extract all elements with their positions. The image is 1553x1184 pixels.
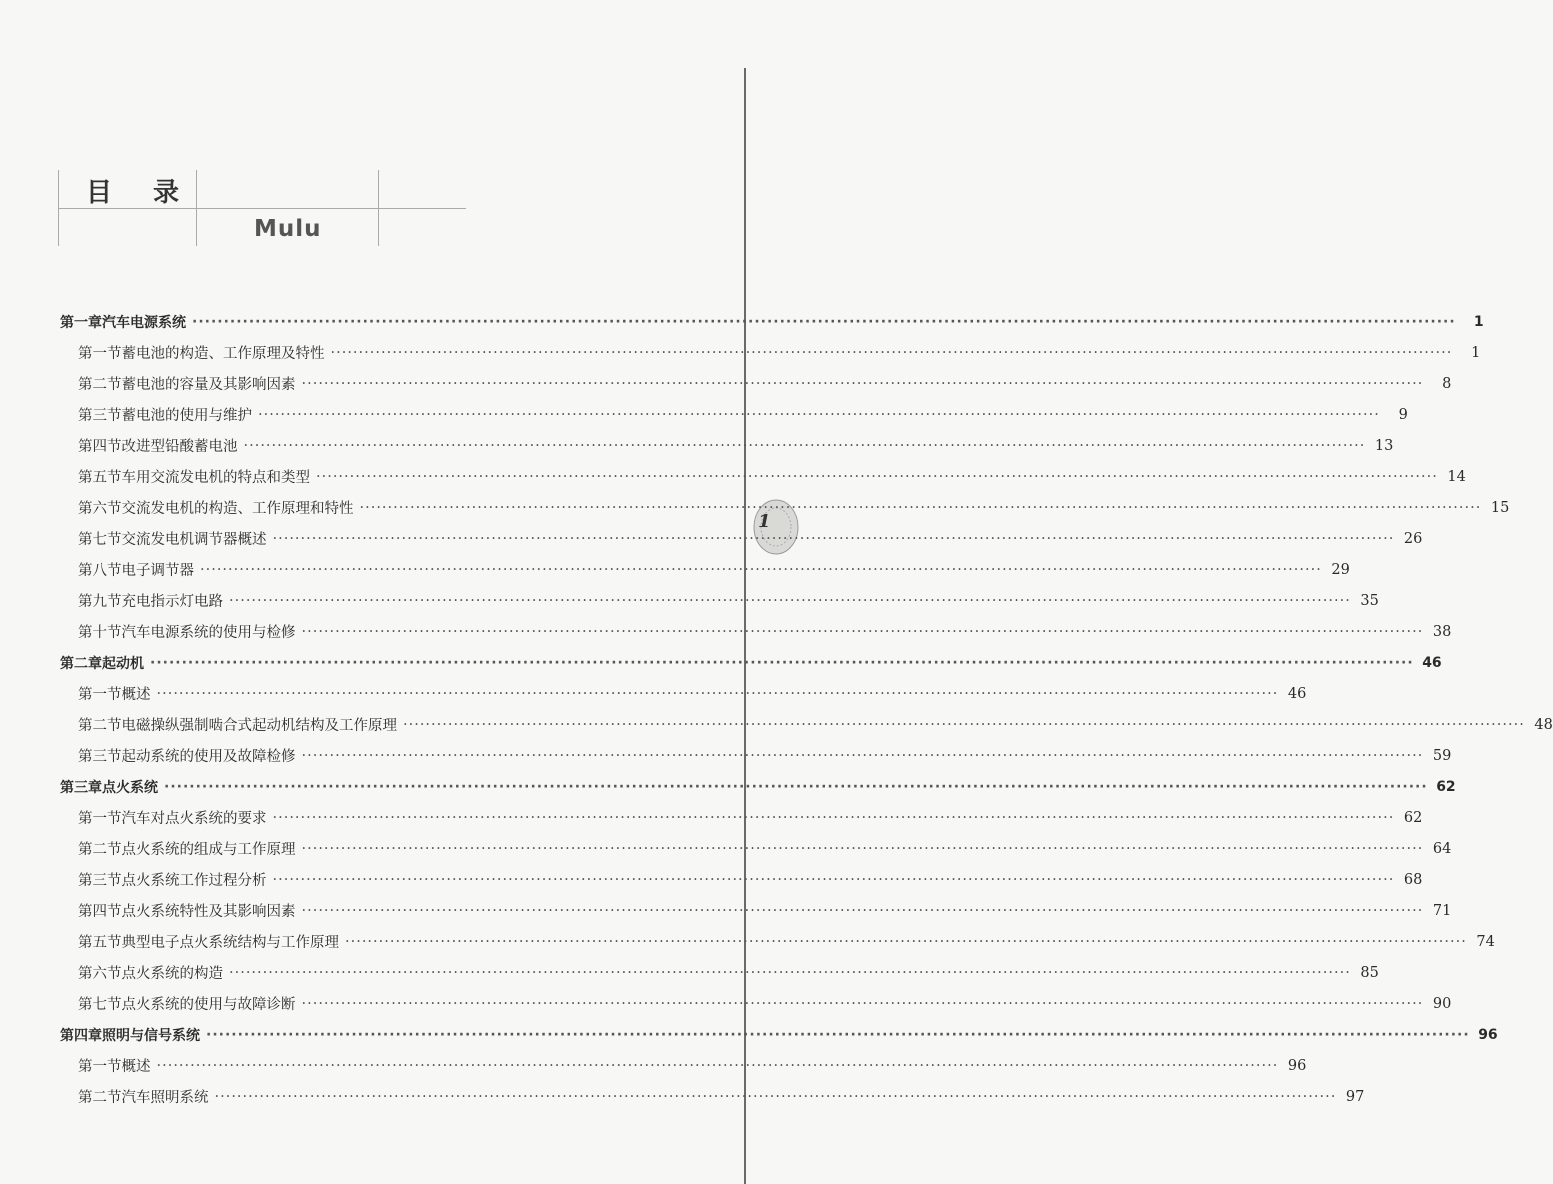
entry-label: 第三节 bbox=[78, 873, 122, 889]
entry-page-number: 29 bbox=[1331, 561, 1350, 578]
dot-leader: ········································································································································································································ bbox=[164, 778, 1428, 795]
dot-leader: ········································································································································································································ bbox=[258, 406, 1380, 423]
entry-title: 交流发电机的构造、工作原理和特性 bbox=[121, 501, 354, 517]
entry-title: 交流发电机调节器概述 bbox=[121, 532, 267, 548]
toc-section-entry[interactable] bbox=[60, 585, 1379, 616]
entry-label: 第三章 bbox=[60, 779, 102, 796]
toc-section-entry[interactable] bbox=[60, 740, 1452, 771]
entry-label: 第四节 bbox=[78, 439, 122, 455]
entry-title: 照明与信号系统 bbox=[102, 1027, 200, 1044]
entry-page-number: 1 bbox=[1471, 344, 1481, 361]
dot-leader: ········································································································································································································ bbox=[272, 809, 1395, 826]
entry-label: 第四章 bbox=[60, 1027, 102, 1044]
entry-title: 起动系统的使用及故障检修 bbox=[121, 749, 296, 765]
entry-page-number: 96 bbox=[1478, 1026, 1498, 1043]
toc-header bbox=[58, 170, 468, 250]
entry-title: 概述 bbox=[121, 687, 151, 703]
toc-section-entry[interactable] bbox=[60, 368, 1452, 399]
dot-leader: ········································································································································································································ bbox=[316, 468, 1438, 485]
entry-page-number: 8 bbox=[1442, 375, 1452, 392]
entry-label: 第五节 bbox=[78, 935, 122, 951]
toc-chapter-entry[interactable] bbox=[60, 306, 1484, 337]
entry-label: 第一节 bbox=[78, 1059, 122, 1075]
entry-title: 典型电子点火系统结构与工作原理 bbox=[121, 935, 339, 951]
dot-leader: ········································································································································································································ bbox=[330, 344, 1453, 361]
toc-section-entry[interactable] bbox=[60, 678, 1307, 709]
entry-page-number: 46 bbox=[1422, 654, 1442, 671]
entry-title: 概述 bbox=[121, 1059, 151, 1075]
entry-label: 第八节 bbox=[78, 563, 122, 579]
dot-leader: ········································································································································································································ bbox=[301, 623, 1424, 640]
dot-leader: ········································································································································································································ bbox=[301, 840, 1424, 857]
dot-leader: ········································································································································································································ bbox=[229, 964, 1351, 981]
entry-label: 第十节 bbox=[78, 625, 122, 641]
toc-section-entry[interactable] bbox=[60, 957, 1379, 988]
dot-leader: ········································································································································································································ bbox=[243, 437, 1366, 454]
entry-page-number: 64 bbox=[1432, 840, 1452, 857]
entry-title: 汽车电源系统的使用与检修 bbox=[121, 625, 296, 641]
dot-leader: ········································································································································································································ bbox=[156, 685, 1279, 702]
entry-title: 蓄电池的使用与维护 bbox=[121, 408, 252, 424]
dot-leader: ········································································································································································································ bbox=[301, 375, 1424, 392]
entry-label: 第三节 bbox=[78, 408, 122, 424]
entry-page-number: 90 bbox=[1432, 995, 1452, 1012]
entry-title: 汽车对点火系统的要求 bbox=[121, 811, 267, 827]
dot-leader: ········································································································································································································ bbox=[272, 871, 1395, 888]
dot-leader: ········································································································································································································ bbox=[359, 499, 1482, 516]
toc-section-entry[interactable] bbox=[60, 399, 1408, 430]
entry-page-number: 38 bbox=[1432, 623, 1452, 640]
dot-leader: ········································································································································································································ bbox=[192, 313, 1456, 330]
entry-page-number: 71 bbox=[1432, 902, 1452, 919]
toc-section-entry[interactable] bbox=[60, 430, 1394, 461]
toc-section-entry[interactable] bbox=[60, 833, 1452, 864]
entry-label: 第七节 bbox=[78, 997, 122, 1013]
entry-page-number: 13 bbox=[1374, 437, 1394, 454]
entry-title: 起动机 bbox=[102, 655, 144, 672]
entry-title: 蓄电池的容量及其影响因素 bbox=[121, 377, 296, 393]
entry-label: 第七节 bbox=[78, 532, 122, 548]
entry-page-number: 1 bbox=[1473, 313, 1484, 330]
toc-section-entry[interactable] bbox=[60, 337, 1481, 368]
entry-title: 汽车照明系统 bbox=[121, 1090, 209, 1106]
toc-section-entry[interactable] bbox=[60, 864, 1423, 895]
entry-label: 第二节 bbox=[78, 718, 122, 734]
toc-section-entry[interactable] bbox=[60, 926, 1495, 957]
entry-title: 点火系统工作过程分析 bbox=[121, 873, 267, 889]
toc-section-entry[interactable] bbox=[60, 1050, 1307, 1081]
toc-section-entry[interactable] bbox=[60, 616, 1452, 647]
dot-leader: ········································································································································································································ bbox=[214, 1088, 1337, 1105]
dot-leader: ········································································································································································································ bbox=[206, 1026, 1470, 1043]
entry-label: 第六节 bbox=[78, 501, 122, 517]
entry-page-number: 35 bbox=[1360, 592, 1379, 609]
toc-section-entry[interactable] bbox=[60, 1081, 1365, 1112]
entry-title: 点火系统特性及其影响因素 bbox=[121, 904, 296, 920]
entry-label: 第一章 bbox=[60, 314, 102, 331]
table-of-contents bbox=[60, 306, 1553, 1112]
entry-title: 电磁操纵强制啮合式起动机结构及工作原理 bbox=[121, 718, 397, 734]
toc-chapter-entry[interactable] bbox=[60, 647, 1442, 678]
toc-section-entry[interactable] bbox=[60, 554, 1350, 585]
entry-title: 充电指示灯电路 bbox=[121, 594, 223, 610]
entry-label: 第二节 bbox=[78, 1090, 122, 1106]
dot-leader: ········································································································································································································ bbox=[272, 530, 1395, 547]
entry-label: 第二章 bbox=[60, 655, 102, 672]
dot-leader: ········································································································································································································ bbox=[403, 716, 1525, 733]
dot-leader: ········································································································································································································ bbox=[229, 592, 1351, 609]
entry-label: 第二节 bbox=[78, 377, 122, 393]
dot-leader: ········································································································································································································ bbox=[156, 1057, 1279, 1074]
entry-title: 汽车电源系统 bbox=[102, 314, 186, 331]
entry-label: 第一节 bbox=[78, 811, 122, 827]
entry-page-number: 62 bbox=[1403, 809, 1423, 826]
entry-page-number: 46 bbox=[1287, 685, 1307, 702]
entry-page-number: 62 bbox=[1436, 778, 1456, 795]
dot-leader: ········································································································································································································ bbox=[345, 933, 1467, 950]
entry-page-number: 59 bbox=[1432, 747, 1452, 764]
entry-page-number: 68 bbox=[1403, 871, 1423, 888]
toc-section-entry[interactable] bbox=[60, 988, 1452, 1019]
entry-title: 点火系统 bbox=[102, 779, 158, 796]
page-title: 目 录 bbox=[86, 178, 196, 208]
dot-leader: ········································································································································································································ bbox=[301, 995, 1424, 1012]
toc-section-entry[interactable] bbox=[60, 802, 1423, 833]
entry-title: 改进型铅酸蓄电池 bbox=[121, 439, 238, 455]
dot-leader: ········································································································································································································ bbox=[200, 561, 1322, 578]
entry-title: 车用交流发电机的特点和类型 bbox=[121, 470, 310, 486]
entry-label: 第九节 bbox=[78, 594, 122, 610]
entry-label: 第一节 bbox=[78, 346, 122, 362]
entry-label: 第六节 bbox=[78, 966, 122, 982]
toc-section-entry[interactable] bbox=[60, 492, 1510, 523]
dot-leader: ········································································································································································································ bbox=[301, 902, 1424, 919]
entry-page-number: 85 bbox=[1360, 964, 1379, 981]
entry-title: 电子调节器 bbox=[121, 563, 194, 579]
toc-chapter-entry[interactable] bbox=[60, 771, 1456, 802]
entry-label: 第二节 bbox=[78, 842, 122, 858]
toc-chapter-entry[interactable] bbox=[60, 1019, 1498, 1050]
entry-page-number: 26 bbox=[1403, 530, 1423, 547]
entry-label: 第五节 bbox=[78, 470, 122, 486]
entry-page-number: 74 bbox=[1476, 933, 1495, 950]
entry-label: 第四节 bbox=[78, 904, 122, 920]
entry-page-number: 97 bbox=[1345, 1088, 1365, 1105]
toc-section-entry[interactable] bbox=[60, 709, 1553, 740]
entry-title: 点火系统的构造 bbox=[121, 966, 223, 982]
dot-leader: ········································································································································································································ bbox=[150, 654, 1414, 671]
tab-number: 1 bbox=[758, 511, 771, 532]
dot-leader: ········································································································································································································ bbox=[301, 747, 1424, 764]
entry-page-number: 9 bbox=[1398, 406, 1408, 423]
entry-title: 点火系统的使用与故障诊断 bbox=[121, 997, 296, 1013]
toc-section-entry[interactable] bbox=[60, 523, 1423, 554]
entry-label: 第三节 bbox=[78, 749, 122, 765]
page-subtitle: Mulu bbox=[254, 216, 322, 242]
entry-label: 第一节 bbox=[78, 687, 122, 703]
entry-page-number: 48 bbox=[1534, 716, 1553, 733]
entry-page-number: 15 bbox=[1490, 499, 1510, 516]
entry-page-number: 96 bbox=[1287, 1057, 1307, 1074]
entry-page-number: 14 bbox=[1447, 468, 1466, 485]
toc-section-entry[interactable] bbox=[60, 895, 1452, 926]
toc-section-entry[interactable] bbox=[60, 461, 1466, 492]
entry-title: 蓄电池的构造、工作原理及特性 bbox=[121, 346, 325, 362]
entry-title: 点火系统的组成与工作原理 bbox=[121, 842, 296, 858]
